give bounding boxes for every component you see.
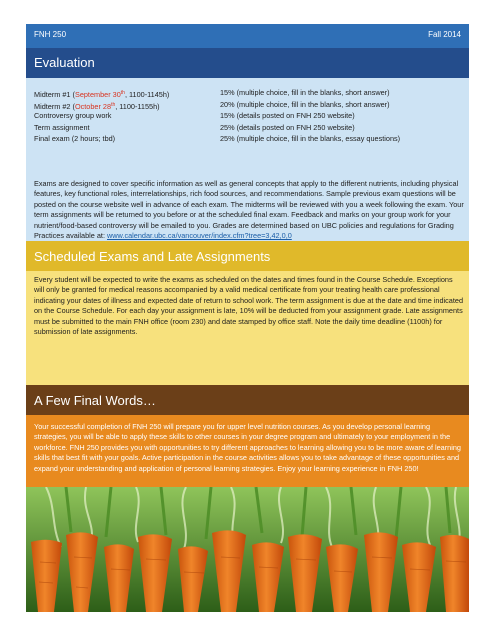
assessment-weight: 15% (details posted on FNH 250 website): [220, 111, 355, 121]
assessment-row-midterm-1: [34, 88, 464, 100]
assessment-list: [34, 88, 464, 146]
assessment-row-controversy: [34, 111, 464, 123]
assessment-weight: 20% (multiple choice, fill in the blanks, short answer): [220, 99, 390, 109]
assessment-name: Final exam (2 hours; tbd): [34, 134, 116, 144]
final-words-paragraph: Your successful completion of FNH 250 will prepare you for upper level nutrition courses. As you develop personal learning strategies, you will be able to apply these skills to other courses in your degree program and ultimately to your employment in the workforce. FNH 250 provides you with opportunities to try different approaches to learning allowing you to be more aware of learning skills that best fit with your goals. Active participation in the course activities allows you to take advantage of these opportunities and expand your understanding and application of personal learning strategies. Enjoy your learning experience in FNH 250!: [34, 422, 461, 473]
scheduled-paragraph: Every student will be expected to write the exams as scheduled on the dates and times found in the Course Schedule. Exceptions will only be granted for medical reasons accompanied by a valid medical certificate from your treating health care professional indicating your dates of illness and expected date of return to school work. The term assignment is due at the date and time indicated on the Course Schedule. For each day your assignment is late, 10% will be deducted from your assignment grade. Late assignments must be submitted to the main FNH office (room 230) and date stamped by office staff. Note the daily time deadline (1100h) for submission of late assignments.: [34, 275, 464, 337]
grading-practices-link[interactable]: www.calendar.ubc.ca/vancouver/index.cfm?tree=3,42,0,0: [107, 231, 292, 241]
course-code: FNH 250: [34, 30, 67, 39]
assessment-weight: 15% (multiple choice, fill in the blanks, short answer): [220, 88, 390, 97]
final-words-heading-band: [26, 385, 469, 415]
final-words-section: [26, 415, 469, 487]
newsletter-page: [26, 24, 469, 612]
assessment-weight: 25% (details posted on FNH 250 website): [220, 122, 355, 132]
assessment-name: Controversy group work: [34, 111, 112, 121]
final-words-title: A Few Final Words…: [34, 393, 156, 408]
scheduled-section: [26, 271, 469, 385]
scheduled-title: Scheduled Exams and Late Assignments: [34, 249, 271, 264]
midterm-2-date: October 28th: [74, 101, 116, 111]
midterm-1-date: September 30th: [74, 90, 125, 99]
evaluation-title: Evaluation: [34, 55, 95, 70]
evaluation-section: [26, 78, 469, 241]
assessment-row-final-exam: [34, 134, 464, 146]
top-banner: [26, 24, 469, 48]
assessment-name: Midterm #2 (October 28th, 1100-1155h): [34, 101, 160, 111]
assessment-name: Midterm #1 (September 30th, 1100-1145h): [34, 90, 170, 99]
carrots-photo: [26, 487, 469, 612]
assessment-weight: 25% (multiple choice, fill in the blanks, essay questions): [220, 134, 401, 144]
assessment-name: Term assignment: [34, 122, 90, 132]
carrots-illustration: [26, 487, 469, 612]
term-label: Fall 2014: [428, 30, 461, 39]
evaluation-paragraph: Exams are designed to cover specific information as well as general concepts that apply to the different nutrients, including physical features, key functional roles, interrelationships, rich food sources, and recommendations. Sample previous exam questions will be posted on the course website well in advance of each exam. The midterms will be reviewed with you a week following the exam. Your term assignments will be returned to you before or at the scheduled final exam. Feedback and marks on your group work for your nutrient/food-based controversy will be emailed to you. Grades are determined based on UBC policies and regulations for Grading Practices available at: www.calendar.ubc.ca/vancouver/index.cfm?tree=3,42,0,0: [34, 179, 464, 241]
scheduled-heading-band: [26, 241, 469, 271]
assessment-row-midterm-2: [34, 100, 464, 112]
evaluation-heading-band: [26, 48, 469, 78]
assessment-row-term-assignment: [34, 123, 464, 135]
